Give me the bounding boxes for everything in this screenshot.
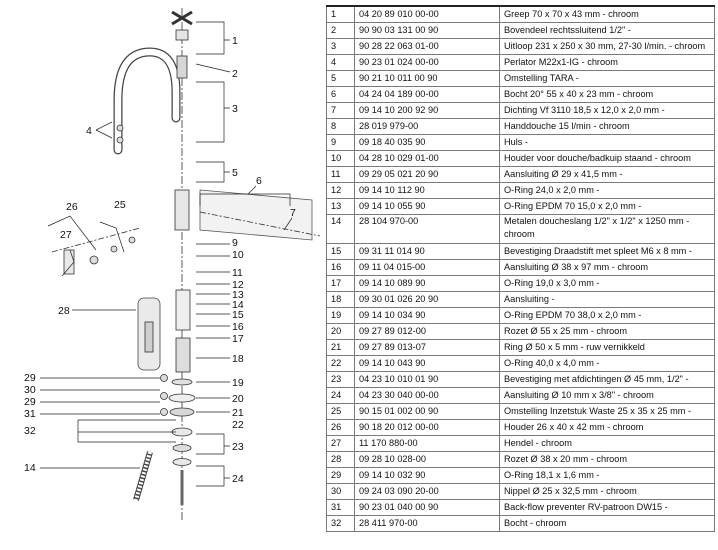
article-number-cell: 09 27 89 012-00	[355, 324, 500, 340]
callout-5: 5	[232, 167, 238, 179]
part-number-cell: 7	[327, 103, 355, 119]
callout-10: 10	[232, 249, 244, 261]
description-cell: Handdouche 15 l/min - chroom	[500, 119, 715, 135]
callout-32: 32	[24, 425, 36, 437]
callout-12: 12	[232, 279, 244, 291]
article-number-cell: 90 18 20 012 00-00	[355, 420, 500, 436]
article-number-cell: 04 23 10 010 01 90	[355, 372, 500, 388]
callout-1: 1	[232, 35, 238, 47]
table-row	[327, 199, 715, 215]
part-number-cell: 6	[327, 87, 355, 103]
article-number-cell: 09 27 89 013-07	[355, 340, 500, 356]
part-number-cell: 10	[327, 151, 355, 167]
article-number-cell: 09 18 40 035 90	[355, 135, 500, 151]
description-cell: Aansluiting Ø 29 x 41,5 mm -	[500, 167, 715, 183]
article-number-cell: 04 24 04 189 00-00	[355, 87, 500, 103]
table-row	[327, 167, 715, 183]
callout-19: 19	[232, 377, 244, 389]
description-cell: Greep 70 x 70 x 43 mm - chroom	[500, 6, 715, 23]
description-cell: Huls -	[500, 135, 715, 151]
description-cell: Ring Ø 50 x 5 mm - ruw vernikkeld	[500, 340, 715, 356]
description-cell: Bocht 20° 55 x 40 x 23 mm - chroom	[500, 87, 715, 103]
description-cell: Metalen doucheslang 1/2" x 1/2" x 1250 mm - chroom	[500, 215, 715, 244]
article-number-cell: 09 14 10 200 92 90	[355, 103, 500, 119]
part-number-cell: 22	[327, 356, 355, 372]
part-number-cell: 9	[327, 135, 355, 151]
callout-2: 2	[232, 68, 238, 80]
description-cell: Dichting Vf 3110 18,5 x 12,0 x 2,0 mm -	[500, 103, 715, 119]
callout-13: 13	[232, 289, 244, 301]
table-row	[327, 87, 715, 103]
table-row	[327, 103, 715, 119]
part-number-cell: 1	[327, 6, 355, 23]
article-number-cell: 90 15 01 002 00 90	[355, 404, 500, 420]
callout-21: 21	[232, 407, 244, 419]
description-cell: Omstelling TARA -	[500, 71, 715, 87]
article-number-cell: 09 28 10 028-00	[355, 452, 500, 468]
callout-30: 30	[24, 384, 36, 396]
part-number-cell: 19	[327, 308, 355, 324]
article-number-cell: 04 20 89 010 00-00	[355, 6, 500, 23]
description-cell: Perlator M22x1-IG - chroom	[500, 55, 715, 71]
description-cell: Hendel - chroom	[500, 436, 715, 452]
description-cell: O-Ring EPDM 70 38,0 x 2,0 mm -	[500, 308, 715, 324]
table-row	[327, 55, 715, 71]
table-row	[327, 276, 715, 292]
description-cell: Aansluiting Ø 10 mm x 3/8" - chroom	[500, 388, 715, 404]
article-number-cell: 11 170 880-00	[355, 436, 500, 452]
description-cell: Bevestiging Draadstift met spleet M6 x 8 mm -	[500, 244, 715, 260]
part-number-cell: 21	[327, 340, 355, 356]
callout-20: 20	[232, 393, 244, 405]
table-row	[327, 119, 715, 135]
part-number-cell: 23	[327, 372, 355, 388]
callout-31: 31	[24, 408, 36, 420]
callout-22: 22	[232, 419, 244, 431]
table-row	[327, 356, 715, 372]
part-number-cell: 4	[327, 55, 355, 71]
description-cell: Bevestiging met afdichtingen Ø 45 mm, 1/2" -	[500, 372, 715, 388]
callout-7: 7	[290, 207, 296, 219]
part-number-cell: 31	[327, 500, 355, 516]
article-number-cell: 09 31 11 014 90	[355, 244, 500, 260]
article-number-cell: 09 30 01 026 20 90	[355, 292, 500, 308]
table-row	[327, 436, 715, 452]
article-number-cell: 04 23 30 040 00-00	[355, 388, 500, 404]
article-number-cell: 90 28 22 063 01-00	[355, 39, 500, 55]
callout-11: 11	[232, 267, 243, 279]
part-number-cell: 14	[327, 215, 355, 244]
part-number-cell: 3	[327, 39, 355, 55]
article-number-cell: 90 23 01 040 00 90	[355, 500, 500, 516]
article-number-cell: 09 14 10 034 90	[355, 308, 500, 324]
part-number-cell: 26	[327, 420, 355, 436]
callout-17: 17	[232, 333, 244, 345]
article-number-cell: 90 23 01 024 00-00	[355, 55, 500, 71]
article-number-cell: 09 29 05 021 20 90	[355, 167, 500, 183]
callout-27: 27	[60, 229, 72, 241]
description-cell: Houder voor douche/badkuip staand - chroom	[500, 151, 715, 167]
table-row	[327, 71, 715, 87]
table-row	[327, 516, 715, 532]
description-cell: Houder 26 x 40 x 42 mm - chroom	[500, 420, 715, 436]
table-row	[327, 372, 715, 388]
callout-29a: 29	[24, 372, 36, 384]
article-number-cell: 28 019 979-00	[355, 119, 500, 135]
callout-24: 24	[232, 473, 244, 485]
part-number-cell: 28	[327, 452, 355, 468]
part-number-cell: 16	[327, 260, 355, 276]
description-cell: Aansluiting -	[500, 292, 715, 308]
table-row	[327, 468, 715, 484]
article-number-cell: 28 411 970-00	[355, 516, 500, 532]
description-cell: Omstelling Inzetstuk Waste 25 x 35 x 25 mm -	[500, 404, 715, 420]
table-row	[327, 484, 715, 500]
callout-3: 3	[232, 103, 238, 115]
table-row	[327, 6, 715, 23]
description-cell: O-Ring 19,0 x 3,0 mm -	[500, 276, 715, 292]
exploded-view-diagram	[0, 0, 322, 550]
table-row	[327, 292, 715, 308]
callout-9: 9	[232, 237, 238, 249]
table-row	[327, 135, 715, 151]
article-number-cell: 28 104 970-00	[355, 215, 500, 244]
callout-28: 28	[58, 305, 70, 317]
article-number-cell: 09 14 10 055 90	[355, 199, 500, 215]
table-row	[327, 500, 715, 516]
callout-25: 25	[114, 199, 126, 211]
parts-list-body	[327, 6, 715, 532]
table-row	[327, 340, 715, 356]
part-number-cell: 8	[327, 119, 355, 135]
part-number-cell: 18	[327, 292, 355, 308]
article-number-cell: 04 28 10 029 01-00	[355, 151, 500, 167]
description-cell: Rozet Ø 38 x 20 mm - chroom	[500, 452, 715, 468]
part-number-cell: 30	[327, 484, 355, 500]
table-row	[327, 151, 715, 167]
table-row	[327, 404, 715, 420]
article-number-cell: 09 24 03 090 20-00	[355, 484, 500, 500]
description-cell: Back-flow preventer RV-patroon DW15 -	[500, 500, 715, 516]
part-number-cell: 20	[327, 324, 355, 340]
table-row	[327, 308, 715, 324]
callout-29b: 29	[24, 396, 36, 408]
description-cell: Nippel Ø 25 x 32,5 mm - chroom	[500, 484, 715, 500]
part-number-cell: 24	[327, 388, 355, 404]
article-number-cell: 09 11 04 015-00	[355, 260, 500, 276]
description-cell: Uitloop 231 x 250 x 30 mm, 27-30 l/min. - chroom	[500, 39, 715, 55]
description-cell: Rozet Ø 55 x 25 mm - chroom	[500, 324, 715, 340]
part-number-cell: 15	[327, 244, 355, 260]
part-number-cell: 17	[327, 276, 355, 292]
table-row	[327, 23, 715, 39]
table-row	[327, 244, 715, 260]
part-number-cell: 29	[327, 468, 355, 484]
description-cell: Bocht - chroom	[500, 516, 715, 532]
description-cell: Bovendeel rechtssluitend 1/2" -	[500, 23, 715, 39]
description-cell: O-Ring 24,0 x 2,0 mm -	[500, 183, 715, 199]
callout-15: 15	[232, 309, 244, 321]
part-number-cell: 32	[327, 516, 355, 532]
article-number-cell: 09 14 10 043 90	[355, 356, 500, 372]
callout-16: 16	[232, 321, 244, 333]
table-row	[327, 452, 715, 468]
parts-list-table	[326, 5, 715, 532]
part-number-cell: 13	[327, 199, 355, 215]
table-row	[327, 39, 715, 55]
article-number-cell: 90 21 10 011 00 90	[355, 71, 500, 87]
part-number-cell: 2	[327, 23, 355, 39]
part-number-cell: 25	[327, 404, 355, 420]
part-number-cell: 27	[327, 436, 355, 452]
article-number-cell: 09 14 10 032 90	[355, 468, 500, 484]
description-cell: O-Ring 18,1 x 1,6 mm -	[500, 468, 715, 484]
callout-4: 4	[86, 125, 92, 137]
description-cell: O-Ring EPDM 70 15,0 x 2,0 mm -	[500, 199, 715, 215]
table-row	[327, 260, 715, 276]
part-number-cell: 11	[327, 167, 355, 183]
callout-26: 26	[66, 201, 78, 213]
description-cell: Aansluiting Ø 38 x 97 mm - chroom	[500, 260, 715, 276]
article-number-cell: 90 90 03 131 00 90	[355, 23, 500, 39]
callout-14: 14	[232, 299, 244, 311]
callout-14b: 14	[24, 462, 36, 474]
table-row	[327, 183, 715, 199]
part-number-cell: 5	[327, 71, 355, 87]
table-row	[327, 215, 715, 244]
description-cell: O-Ring 40,0 x 4,0 mm -	[500, 356, 715, 372]
table-row	[327, 324, 715, 340]
article-number-cell: 09 14 10 112 90	[355, 183, 500, 199]
callout-6: 6	[256, 175, 262, 187]
callout-18: 18	[232, 353, 244, 365]
callout-23: 23	[232, 441, 244, 453]
table-row	[327, 388, 715, 404]
table-row	[327, 420, 715, 436]
article-number-cell: 09 14 10 089 90	[355, 276, 500, 292]
part-number-cell: 12	[327, 183, 355, 199]
